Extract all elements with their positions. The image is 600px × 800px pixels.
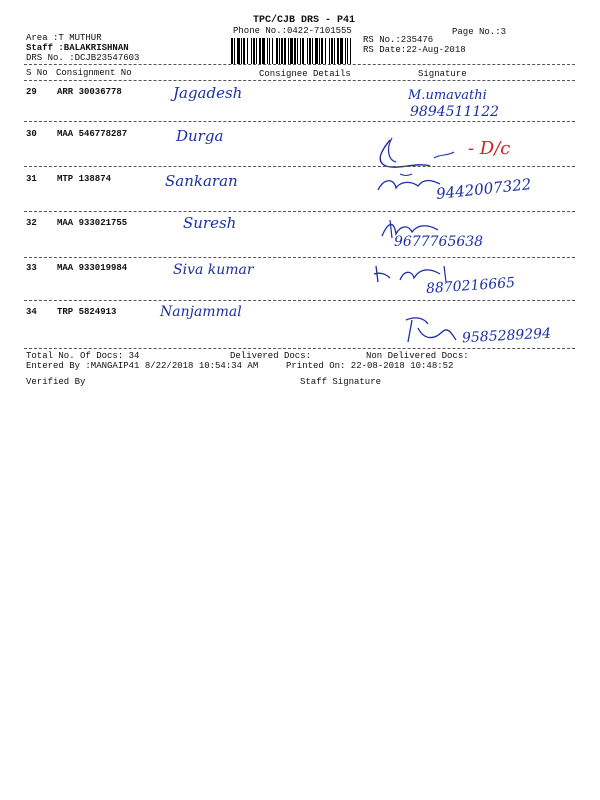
consignee-handwriting: Sankaran bbox=[165, 172, 238, 190]
row-consignment: MAA 933019984 bbox=[57, 263, 128, 273]
receiver-phone: 9677765638 bbox=[394, 234, 484, 250]
consignee-handwriting: Suresh bbox=[183, 214, 237, 232]
col-sno: S No bbox=[26, 68, 48, 78]
rs-number: RS No.:235476 bbox=[363, 35, 434, 45]
row-consignment: MTP 138874 bbox=[57, 174, 112, 184]
barcode-image bbox=[231, 38, 354, 64]
signature-scribble bbox=[398, 314, 460, 346]
row-sno: 30 bbox=[26, 129, 37, 139]
divider bbox=[24, 64, 575, 65]
document-title: TPC/CJB DRS - P41 bbox=[253, 15, 356, 26]
printed-on: Printed On: 22-08-2018 10:48:52 bbox=[286, 361, 454, 371]
phone-number: Phone No.:0422-7101555 bbox=[233, 26, 352, 36]
delivery-mark: - D/c bbox=[468, 138, 511, 159]
row-consignment: ARR 30036778 bbox=[57, 87, 122, 97]
receiver-phone: 8870216665 bbox=[425, 274, 516, 298]
page-number: Page No.:3 bbox=[452, 27, 507, 37]
divider bbox=[24, 80, 575, 81]
delivered-docs: Delivered Docs: bbox=[230, 351, 312, 361]
receiver-phone: 9442007322 bbox=[435, 175, 533, 203]
row-sno: 31 bbox=[26, 174, 37, 184]
divider bbox=[24, 121, 575, 122]
divider bbox=[24, 211, 575, 212]
row-consignment: TRP 5824913 bbox=[57, 307, 117, 317]
total-docs: Total No. Of Docs: 34 bbox=[26, 351, 140, 361]
divider bbox=[24, 257, 575, 258]
col-consignee: Consignee Details bbox=[259, 69, 351, 79]
divider bbox=[24, 300, 575, 301]
consignee-handwriting: Siva kumar bbox=[173, 262, 254, 278]
area-label: Area :T MUTHUR bbox=[26, 33, 102, 43]
consignee-handwriting: Durga bbox=[176, 127, 224, 145]
non-delivered-docs: Non Delivered Docs: bbox=[366, 351, 469, 361]
row-sno: 32 bbox=[26, 218, 37, 228]
verified-by: Verified By bbox=[26, 377, 86, 387]
consignee-handwriting: Nanjammal bbox=[160, 304, 242, 320]
consignee-handwriting: Jagadesh bbox=[173, 84, 243, 102]
row-consignment: MAA 933021755 bbox=[57, 218, 128, 228]
row-sno: 34 bbox=[26, 307, 37, 317]
drs-number: DRS No. :DCJB23547603 bbox=[26, 53, 140, 63]
divider bbox=[24, 166, 575, 167]
row-consignment: MAA 546778287 bbox=[57, 129, 128, 139]
divider bbox=[24, 348, 575, 349]
rs-date: RS Date:22-Aug-2018 bbox=[363, 45, 466, 55]
signature-handwriting: M.umavathi bbox=[408, 88, 487, 103]
col-signature: Signature bbox=[418, 69, 467, 79]
receiver-phone: 9894511122 bbox=[410, 104, 500, 120]
col-consignment: Consignment No bbox=[56, 68, 132, 78]
entered-by: Entered By :MANGAIP41 8/22/2018 10:54:34 AM bbox=[26, 361, 259, 371]
staff-name: Staff :BALAKRISHNAN bbox=[26, 43, 129, 53]
staff-signature: Staff Signature bbox=[300, 377, 382, 387]
receiver-phone: 9585289294 bbox=[461, 325, 552, 347]
row-sno: 33 bbox=[26, 263, 37, 273]
row-sno: 29 bbox=[26, 87, 37, 97]
